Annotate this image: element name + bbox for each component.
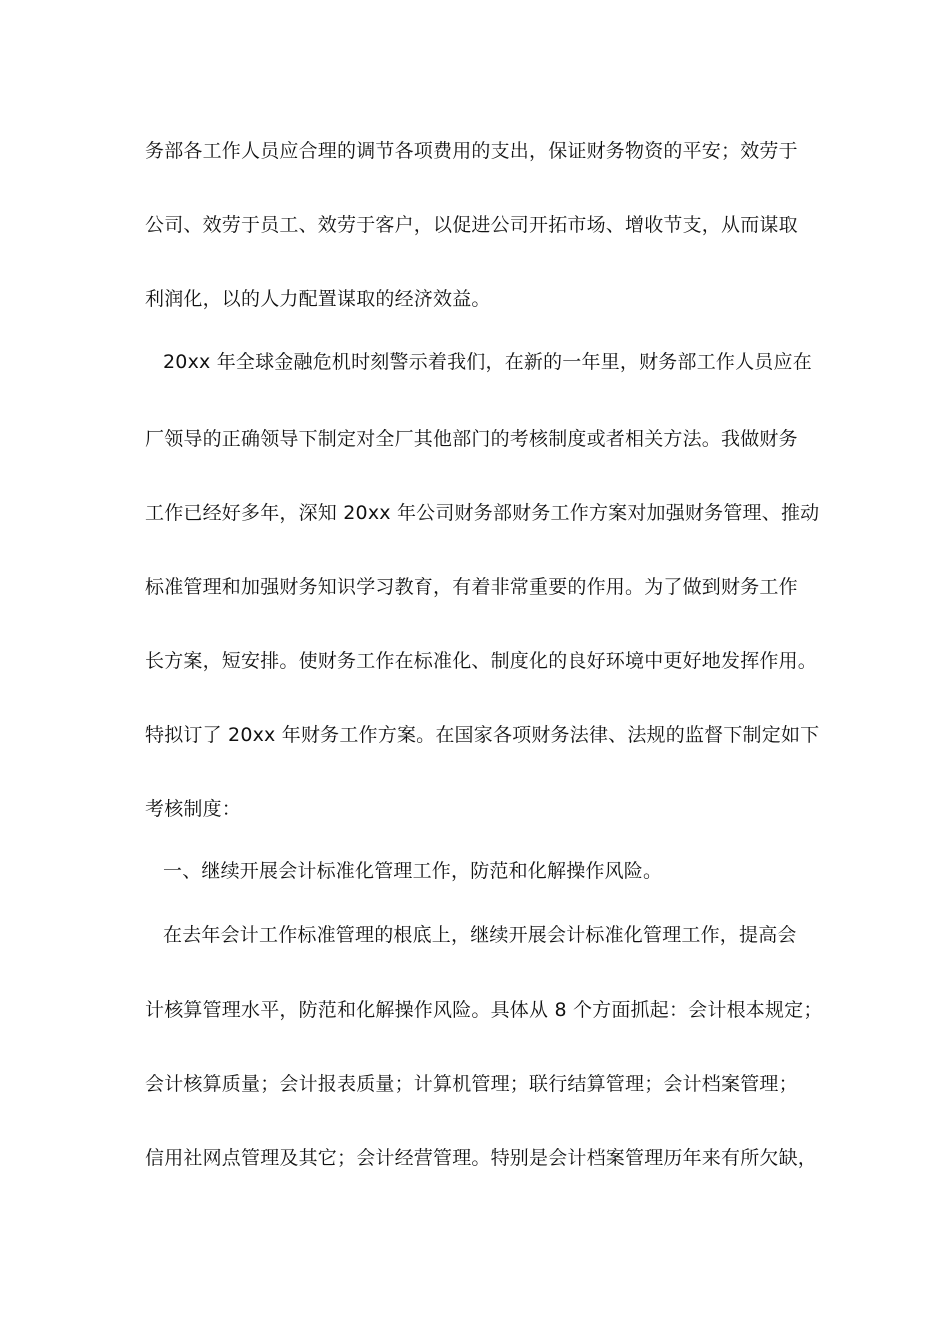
text-line-2: 公司、效劳于员工、效劳于客户，以促进公司开拓市场、增收节支，从而谋取: [145, 214, 798, 236]
text-line-13: 计核算管理水平，防范和化解操作风险。具体从 8 个方面抓起：会计根本规定；: [145, 999, 823, 1021]
text-line-14: 会计核算质量；会计报表质量；计算机管理；联行结算管理；会计档案管理；: [145, 1073, 798, 1095]
text-line-6: 工作已经好多年，深知 20xx 年公司财务部财务工作方案对加强财务管理、推动: [145, 502, 820, 524]
text-line-8: 长方案，短安排。使财务工作在标准化、制度化的良好环境中更好地发挥作用。: [145, 650, 818, 672]
text-line-12: 在去年会计工作标准管理的根底上，继续开展会计标准化管理工作，提高会: [163, 924, 797, 946]
text-line-4: 20xx 年全球金融危机时刻警示着我们，在新的一年里，财务部工作人员应在: [163, 351, 812, 373]
text-line-10: 考核制度：: [145, 798, 242, 820]
text-line-7: 标准管理和加强财务知识学习教育，有着非常重要的作用。为了做到财务工作: [145, 576, 798, 598]
text-line-15: 信用社网点管理及其它；会计经营管理。特别是会计档案管理历年来有所欠缺，: [145, 1147, 818, 1169]
section-heading: 一、继续开展会计标准化管理工作，防范和化解操作风险。: [163, 860, 663, 882]
text-line-3: 利润化，以的人力配置谋取的经济效益。: [145, 288, 491, 310]
text-line-1: 务部各工作人员应合理的调节各项费用的支出，保证财务物资的平安；效劳于: [145, 140, 798, 162]
text-line-5: 厂领导的正确领导下制定对全厂其他部门的考核制度或者相关方法。我做财务: [145, 428, 798, 450]
text-line-9: 特拟订了 20xx 年财务工作方案。在国家各项财务法律、法规的监督下制定如下: [145, 724, 820, 746]
